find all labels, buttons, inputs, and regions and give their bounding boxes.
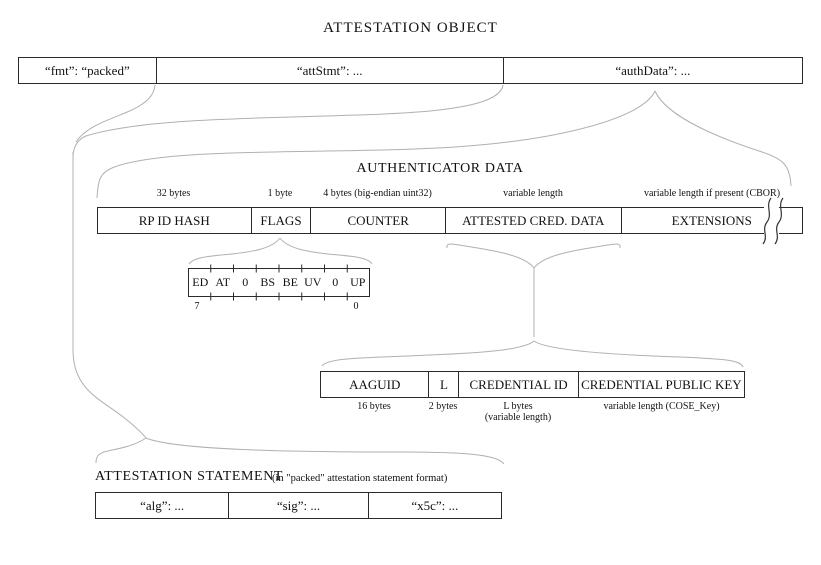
flags-cell: FLAGS bbox=[251, 208, 311, 233]
aaguid-size-caption: 16 bytes bbox=[357, 401, 391, 412]
attested-cred-data-cell: ATTESTED CRED. DATA bbox=[445, 208, 621, 233]
flags-bits-box bbox=[188, 268, 370, 297]
credential-id-cell: CREDENTIAL ID bbox=[458, 372, 577, 397]
funnel-attstmt-right-edge bbox=[73, 85, 503, 155]
flags-size-caption: 1 byte bbox=[267, 188, 293, 199]
authenticator-data-row bbox=[97, 207, 803, 234]
brace-attested-cred-upper-left bbox=[447, 244, 534, 268]
brace-attestation-statement-left bbox=[96, 438, 146, 463]
brace-authdata-right-arm bbox=[655, 91, 791, 186]
brace-flags-right bbox=[280, 238, 372, 264]
flags-lsb-index: 0 bbox=[353, 301, 359, 312]
x5c-cell: “x5c”: ... bbox=[368, 493, 501, 518]
credential-id-size-line1: L bytes bbox=[503, 401, 533, 412]
counter-cell: COUNTER bbox=[310, 208, 445, 233]
flag-bit-ed: ED bbox=[192, 275, 209, 289]
authenticator-data-size-captions bbox=[97, 188, 803, 199]
credential-id-size-line2: (variable length) bbox=[484, 412, 552, 423]
attestation-statement-subheading: (in "packed" attestation statement format) bbox=[272, 473, 448, 484]
sig-cell: “sig”: ... bbox=[228, 493, 367, 518]
credential-public-key-size-caption: variable length (COSE_Key) bbox=[603, 401, 720, 412]
brace-authdata-left-arm bbox=[97, 91, 655, 198]
extensions-cell: EXTENSIONS bbox=[621, 208, 802, 233]
brace-flags-left bbox=[189, 238, 280, 264]
extensions-size-caption: variable length if present (CBOR) bbox=[643, 188, 781, 199]
attstmt-cell: “attStmt”: ... bbox=[156, 58, 503, 83]
credential-public-key-cell: CREDENTIAL PUBLIC KEY bbox=[578, 372, 744, 397]
brace-attestation-statement-right bbox=[146, 438, 504, 464]
authenticator-data-heading: AUTHENTICATOR DATA bbox=[356, 161, 524, 176]
attestation-statement-row bbox=[95, 492, 502, 519]
flag-bit-zero-5: 0 bbox=[242, 275, 249, 289]
alg-cell: “alg”: ... bbox=[140, 497, 185, 513]
attested-cred-data-row bbox=[320, 371, 745, 398]
flag-bit-at: AT bbox=[215, 275, 231, 289]
aaguid-cell: AAGUID bbox=[349, 376, 401, 392]
flag-bit-bs: BS bbox=[260, 275, 276, 289]
diagram-title: ATTESTATION OBJECT bbox=[323, 20, 498, 36]
counter-size-caption: 4 bytes (big-endian uint32) bbox=[323, 188, 432, 199]
flag-bit-up: UP bbox=[350, 275, 366, 289]
attestation-statement-heading: ATTESTATION STATEMENT bbox=[95, 469, 284, 484]
flag-bit-zero-1: 0 bbox=[332, 275, 339, 289]
length-size-caption: 2 bytes bbox=[428, 401, 458, 412]
brace-attested-cred-lower-right bbox=[534, 341, 743, 367]
rp-id-hash-size-caption: 32 bytes bbox=[156, 188, 191, 199]
attested-cred-data-size-captions bbox=[320, 401, 745, 423]
flags-msb-index: 7 bbox=[194, 301, 200, 312]
flag-bit-uv: UV bbox=[304, 275, 322, 289]
credential-id-size-caption bbox=[458, 401, 578, 423]
length-cell: L bbox=[428, 372, 458, 397]
fmt-cell: “fmt”: “packed” bbox=[44, 62, 130, 78]
funnel-attstmt-left-edge bbox=[76, 85, 155, 142]
flag-bit-be: BE bbox=[282, 275, 298, 289]
brace-attested-cred-upper-right bbox=[534, 244, 620, 268]
attested-cred-data-size-caption: variable length bbox=[503, 188, 563, 199]
rp-id-hash-cell: RP ID HASH bbox=[138, 212, 210, 228]
authdata-cell: “authData”: ... bbox=[503, 58, 802, 83]
attestation-object-row bbox=[18, 57, 803, 84]
brace-attested-cred-lower-left bbox=[322, 341, 534, 366]
